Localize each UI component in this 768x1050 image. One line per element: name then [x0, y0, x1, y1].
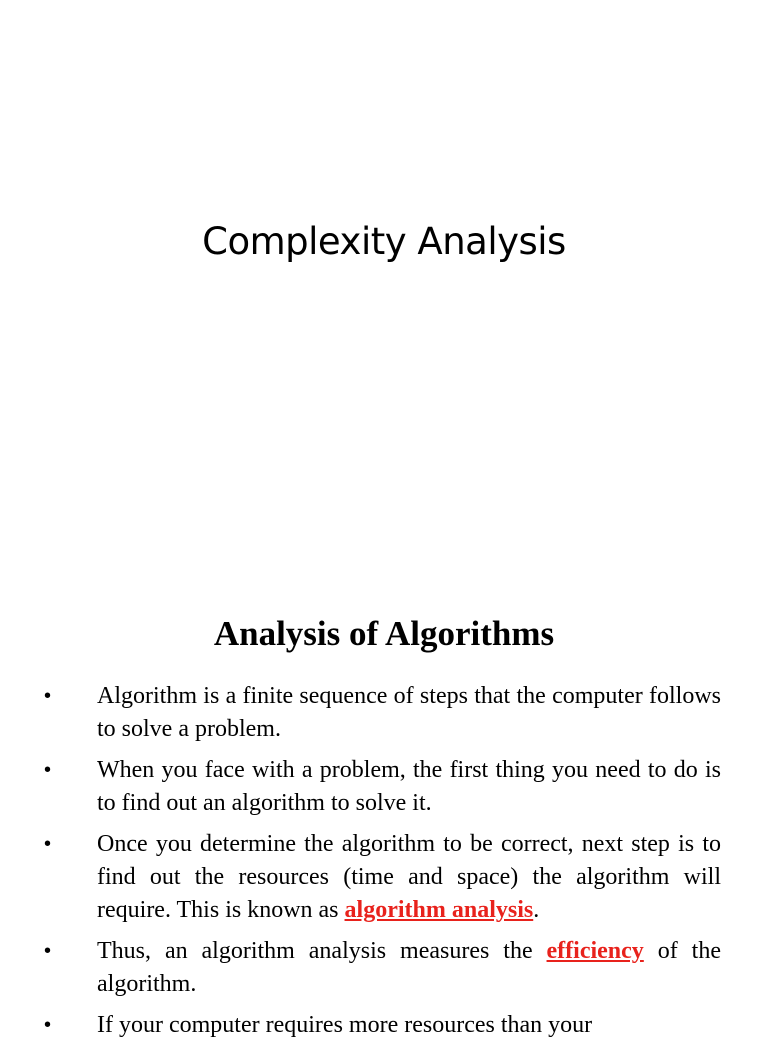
highlighted-term: algorithm analysis [344, 897, 534, 923]
bullet-icon: • [44, 833, 52, 855]
bullet-item [0, 935, 768, 1001]
bullet-item [0, 828, 768, 927]
bullet-text [97, 831, 721, 923]
bullet-icon: • [44, 940, 52, 962]
bullet-icon: • [44, 1014, 52, 1036]
slide-title: Complexity Analysis [202, 220, 566, 263]
bullet-item [0, 1009, 768, 1042]
bullet-list [0, 680, 768, 1050]
bullet-text-before: Thus, an algorithm analysis measures the [97, 938, 547, 964]
slide-heading: Analysis of Algorithms [213, 614, 555, 653]
bullet-text: Algorithm is a finite sequence of steps that the computer follows to solve a problem. [97, 683, 721, 742]
bullet-item [0, 754, 768, 820]
bullet-icon: • [44, 685, 52, 707]
highlighted-term: efficiency [546, 938, 644, 964]
bullet-text [97, 938, 721, 997]
bullet-text-before: Once you determine the algorithm to be correct, next step is to find out the resources (time and space) the algorithm will require. This is known as [97, 831, 721, 923]
content-slide [0, 576, 768, 1038]
bullet-text: When you face with a problem, the first thing you need to do is to find out an algorithm to solve it. [97, 757, 721, 816]
bullet-icon: • [44, 759, 52, 781]
bullet-text-after: . [533, 897, 540, 923]
bullet-text-after: of the algorithm. [97, 938, 721, 997]
bullet-text: If your computer requires more resources than your [97, 1012, 593, 1038]
bullet-item [0, 680, 768, 746]
